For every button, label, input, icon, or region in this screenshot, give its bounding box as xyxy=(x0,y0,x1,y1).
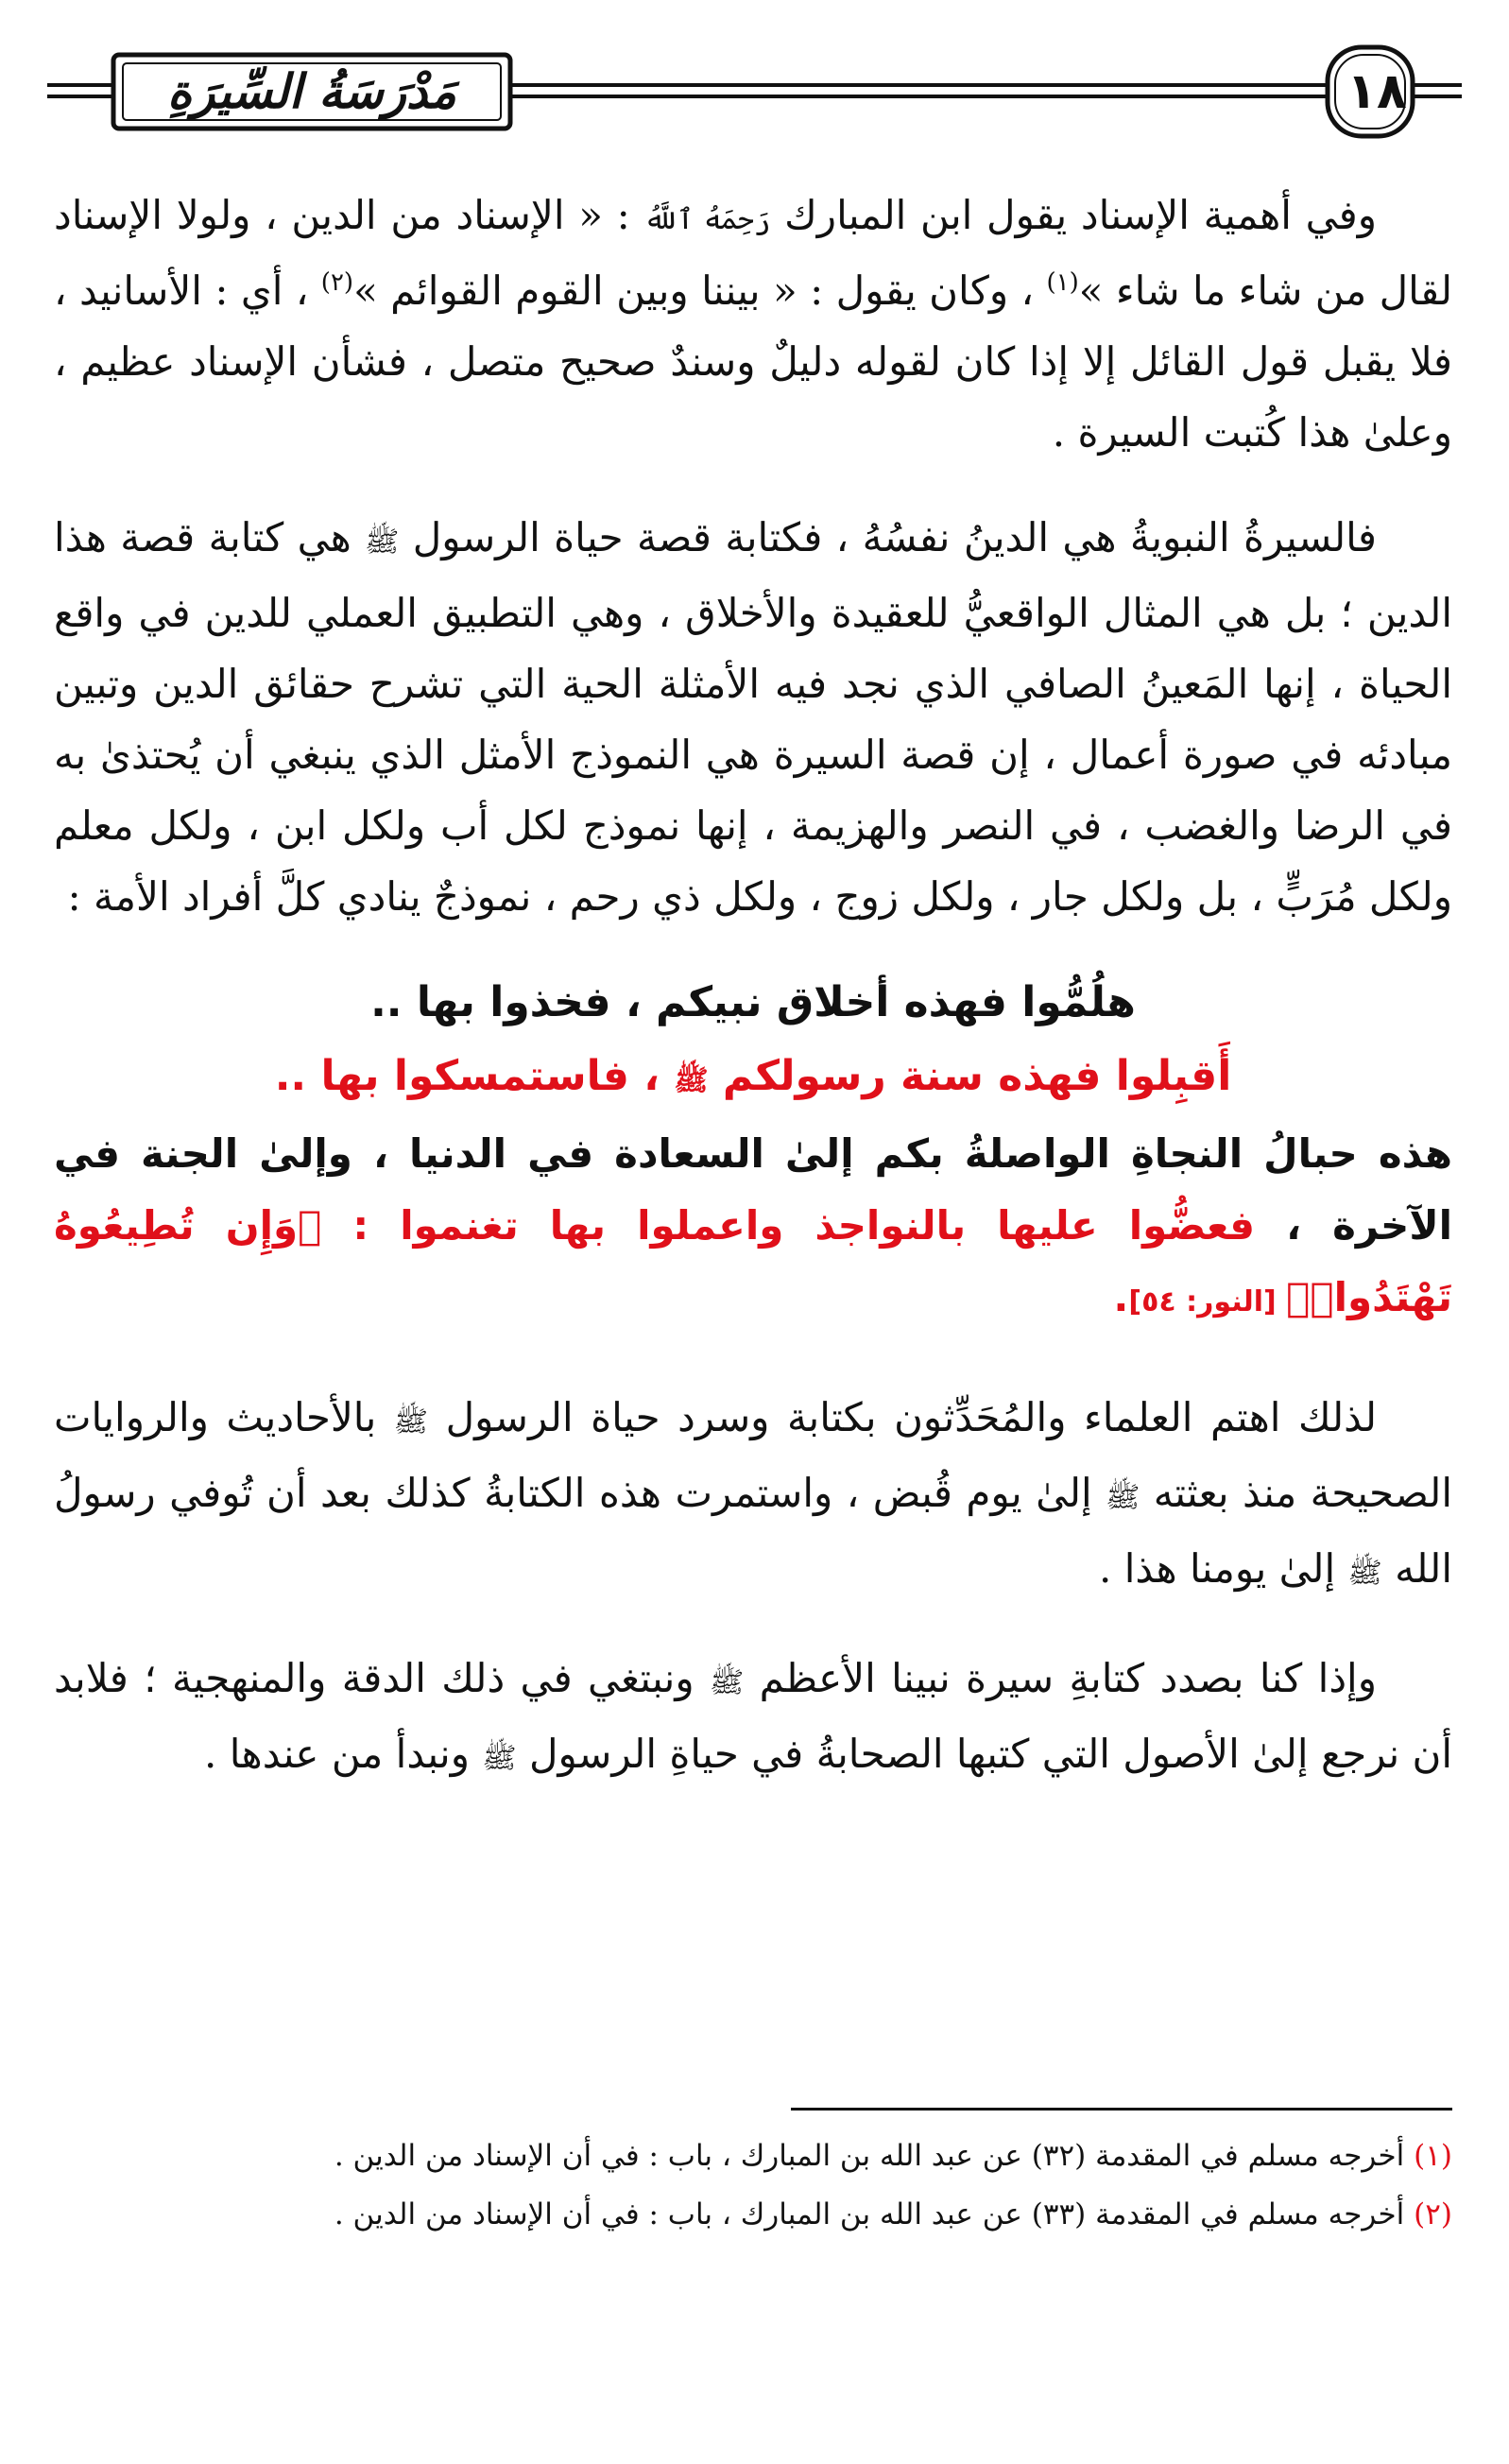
footnote-ref-2: (٢) xyxy=(320,268,354,297)
page-number: ١٨ xyxy=(1346,63,1407,120)
salla-honorific: ﷺ xyxy=(482,1742,517,1775)
salla-honorific: ﷺ xyxy=(393,1405,429,1439)
footnote-text: أخرجه مسلم في المقدمة (٣٣) عن عبد الله بن المبارك ، باب : في أن الإسناد من الدين . xyxy=(334,2197,1415,2231)
paragraph-ulama: لذلك اهتم العلماء والمُحَدِّثون بكتابة وسرد حياة الرسول ﷺ بالأحاديث والروايات الصحيحة منذ بعثته ﷺ إلىٰ يوم قُبض ، واستمرت هذه الكتابةُ كذلك بعد أن تُوفي رسولُ الله ﷺ إلىٰ يومنا هذا . xyxy=(54,1394,1452,1592)
slogan-sunnah: أَقبِلوا فهذه سنة رسولكم ﷺ ، فاستمسكوا بها .. xyxy=(274,1052,1232,1100)
footnote-text: أخرجه مسلم في المقدمة (٣٢) عن عبد الله بن المبارك ، باب : في أن الإسناد من الدين . xyxy=(334,2139,1415,2173)
salla-honorific: ﷺ xyxy=(674,1064,709,1097)
rahimahullah-honorific: رَحِمَهُ ٱللَّهُ xyxy=(643,203,771,236)
quran-reference: [النور: ٥٤] xyxy=(1128,1285,1287,1318)
footnote-2 xyxy=(54,2185,1452,2244)
salla-honorific: ﷺ xyxy=(1347,1557,1382,1590)
paragraph-manhaj: وإذا كنا بصدد كتابةِ سيرة نبينا الأعظم ﷺ ونبتغي في ذلك الدقة والمنهجية ؛ فلابد أن نرجع إلىٰ الأصول التي كتبها الصحابةُ في حياةِ الرسول ﷺ ونبدأ من عندها . xyxy=(54,1655,1452,1777)
paragraph-sira: فالسيرةُ النبويةُ هي الدينُ نفسُهُ ، فكتابة قصة حياة الرسول ﷺ هي كتابة قصة هذا الدين ؛ بل هي المثال الواقعيُّ للعقيدة والأخلاق ، وهي التطبيق العملي للدين في واقع الحياة ، إنها المَعينُ الصافي الذي نجد فيه الأمثلة الحية التي تشرح حقائق الدين وتبين مبادئه في صورة أعمال ، إن قصة السيرة هي النموذج الأمثل الذي ينبغي أن يُحتذىٰ به في الرضا والغضب ، في النصر والهزيمة ، إنها نموذج لكل أب ولكل ابن ، ولكل معلم ولكل مُرَبٍّ ، بل ولكل جار ، ولكل زوج ، ولكل ذي رحم ، نموذجٌ ينادي كلَّ أفراد الأمة : xyxy=(54,514,1452,920)
running-title: مَدْرَسَةُ السِّيرَةِ xyxy=(167,64,456,119)
salla-honorific: ﷺ xyxy=(365,526,400,559)
salla-honorific: ﷺ xyxy=(1106,1481,1140,1514)
slogan-najat: هذه حبالُ النجاةِ الواصلةُ بكم إلىٰ السعادة في الدنيا ، وإلىٰ الجنة في الآخرة ، فعضُّوا عليها بالنواجذ واعملوا بها تغنموا : ﴿وَإِن تُطِيعُوهُ تَهْتَدُوا۟﴾ [النور: ٥٤]. xyxy=(54,1130,1452,1320)
footnote-ref-1: (١) xyxy=(1046,268,1079,297)
page-header xyxy=(47,40,1462,144)
footnote-divider xyxy=(791,2108,1452,2111)
paragraph-isnad: وفي أهمية الإسناد يقول ابن المبارك رَحِمَهُ ٱللَّهُ : « الإسناد من الدين ، ولولا الإسناد لقال من شاء ما شاء »$^{(١)}$ ، وكان يقول : « بيننا وبين القوم القوائم »$^{(٢)}$ ، أي : الأسانيد ، فلا يقبل قول القائل إلا إذا كان لقوله دليلٌ وسندٌ صحيح متصل ، فشأن الإسناد عظيم ، وعلىٰ هذا كُتبت السيرة . xyxy=(54,192,1452,456)
footnote-1 xyxy=(54,2127,1452,2185)
footnote-number: (١) xyxy=(1414,2139,1452,2173)
slogan-akhlaq: هلُمُّوا فهذه أخلاق نبيكم ، فخذوا بها .. xyxy=(370,978,1136,1026)
slogan-lines xyxy=(54,966,1452,1118)
quran-verse: ﴿وَإِن تُطِيعُوهُ تَهْتَدُوا۟﴾ xyxy=(54,1202,1452,1320)
salla-honorific: ﷺ xyxy=(710,1666,745,1699)
footnote-number: (٢) xyxy=(1414,2197,1452,2231)
footnotes xyxy=(54,2127,1452,2244)
main-text xyxy=(54,180,1452,1828)
